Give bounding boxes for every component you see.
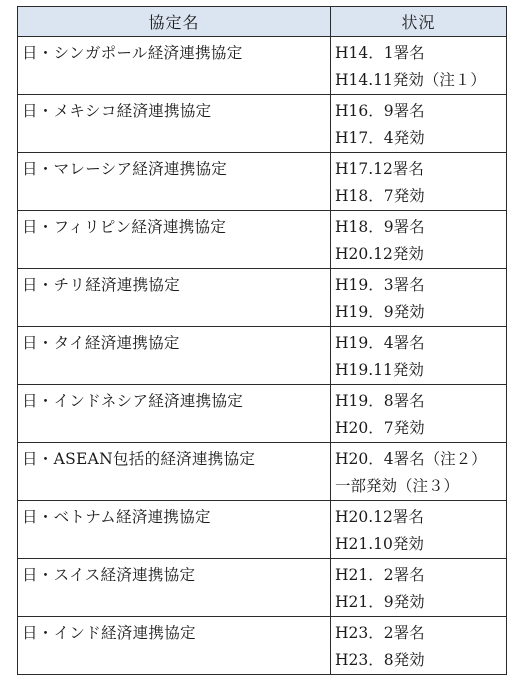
signed-status: H19．4署名: [335, 334, 425, 352]
header-agreement-name: 協定名: [18, 7, 331, 37]
agreement-name-cell: 日・チリ経済連携協定: [18, 269, 331, 327]
status-cell: [331, 501, 507, 559]
status-cell: [331, 153, 507, 211]
effective-status: H19．9発効: [335, 303, 425, 321]
status-cell: [331, 37, 507, 95]
status-cell: [331, 559, 507, 617]
table-row: [18, 501, 507, 559]
effective-status: 一部発効（注３）: [335, 477, 460, 495]
table-row: [18, 617, 507, 675]
table-row: [18, 443, 507, 501]
signed-status: H16．9署名: [335, 102, 425, 120]
effective-status: H23．8発効: [335, 651, 425, 669]
signed-status: H19．3署名: [335, 276, 425, 294]
agreement-name-cell: 日・マレーシア経済連携協定: [18, 153, 331, 211]
signed-status: H20.12署名: [335, 508, 424, 526]
table-row: [18, 269, 507, 327]
status-cell: [331, 211, 507, 269]
header-status: 状況: [331, 7, 507, 37]
agreement-name-cell: 日・ASEAN包括的経済連携協定: [18, 443, 331, 501]
agreement-name-cell: 日・ベトナム経済連携協定: [18, 501, 331, 559]
status-cell: [331, 443, 507, 501]
status-cell: [331, 95, 507, 153]
effective-status: H20．7発効: [335, 419, 425, 437]
signed-status: H18．9署名: [335, 218, 425, 236]
agreement-name-cell: 日・インド経済連携協定: [18, 617, 331, 675]
signed-status: H20．4署名（注２）: [335, 450, 487, 468]
table-row: [18, 327, 507, 385]
table-row: [18, 37, 507, 95]
table-row: [18, 95, 507, 153]
signed-status: H14．1署名: [335, 44, 425, 62]
signed-status: H21．2署名: [335, 566, 425, 584]
status-cell: [331, 269, 507, 327]
status-cell: [331, 617, 507, 675]
signed-status: H23．2署名: [335, 624, 425, 642]
agreement-name-cell: 日・メキシコ経済連携協定: [18, 95, 331, 153]
agreements-table: [17, 6, 507, 675]
table-row: [18, 211, 507, 269]
table-row: [18, 153, 507, 211]
status-cell: [331, 327, 507, 385]
agreement-name-cell: 日・インドネシア経済連携協定: [18, 385, 331, 443]
table-row: [18, 385, 507, 443]
effective-status: H20.12発効: [335, 245, 424, 263]
agreement-name-cell: 日・シンガポール経済連携協定: [18, 37, 331, 95]
effective-status: H21.10発効: [335, 535, 424, 553]
effective-status: H19.11発効: [335, 361, 424, 379]
effective-status: H17．4発効: [335, 129, 425, 147]
table-header-row: [18, 7, 507, 37]
signed-status: H19．8署名: [335, 392, 425, 410]
table-row: [18, 559, 507, 617]
agreement-name-cell: 日・タイ経済連携協定: [18, 327, 331, 385]
agreement-name-cell: 日・フィリピン経済連携協定: [18, 211, 331, 269]
agreements-table-container: [17, 6, 506, 675]
effective-status: H21．9発効: [335, 593, 425, 611]
signed-status: H17.12署名: [335, 160, 424, 178]
status-cell: [331, 385, 507, 443]
effective-status: H18．7発効: [335, 187, 425, 205]
agreement-name-cell: 日・スイス経済連携協定: [18, 559, 331, 617]
effective-status: H14.11発効（注１）: [335, 71, 486, 89]
